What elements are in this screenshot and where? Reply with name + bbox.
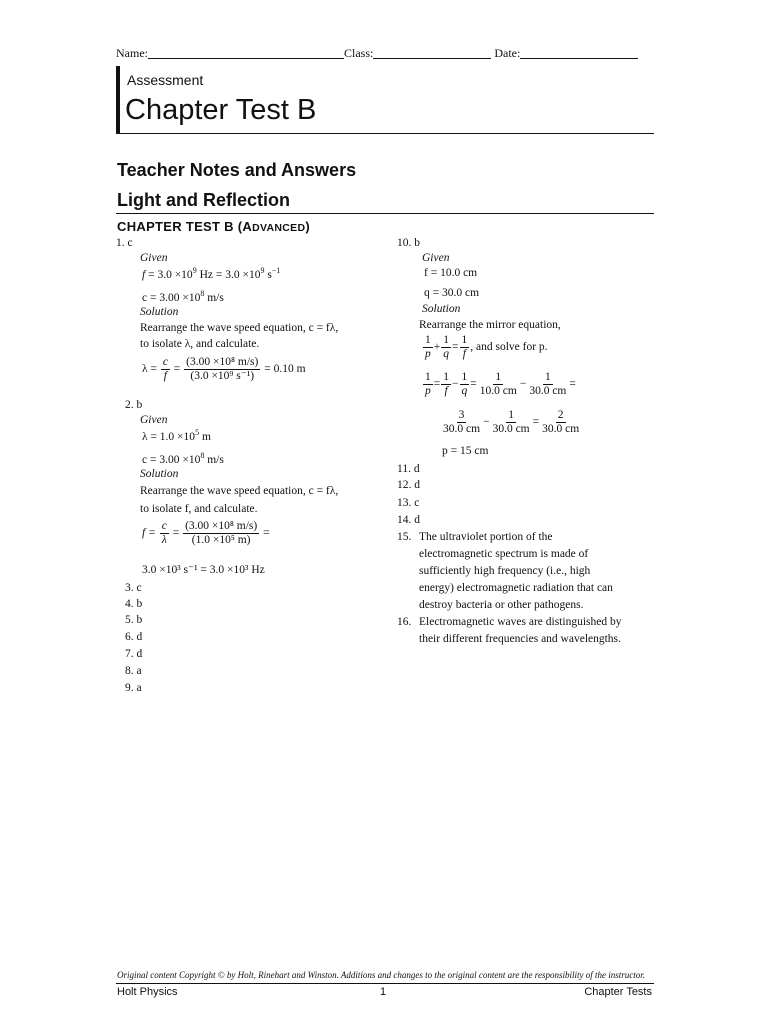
name-label: Name: — [116, 46, 148, 60]
answer-15-line-4: energy) electromagnetic radiation that can — [419, 582, 613, 594]
q2-result: 3.0 ×10³ s⁻¹ = 3.0 ×10³ Hz — [142, 564, 265, 576]
answer-13: 13. c — [397, 497, 420, 509]
name-blank[interactable] — [148, 46, 344, 59]
q1-given-speed: $c = 3.00 \times 10^8$ m/s — [142, 289, 224, 304]
q2-step-2: to isolate f, and calculate. — [140, 503, 258, 515]
q10-rearranged: $\frac{1}{p}$ = $\frac{1}{f}$ − $\frac{1}{q}$ = $\frac{1}{10.0 cm}$ − $\frac{1}{30.0 cm}$ = — [425, 371, 576, 397]
topic-divider — [116, 213, 654, 214]
section-heading: CHAPTER TEST B (ADVANCED) — [117, 219, 310, 234]
q2-given-speed: $c = 3.00 \times 10^8$ m/s — [142, 451, 224, 466]
date-label: Date: — [494, 46, 521, 60]
title-divider — [116, 133, 654, 134]
solution-label: Solution — [140, 306, 179, 318]
page-number: 1 — [380, 986, 387, 998]
title-bar — [116, 66, 120, 134]
answer-6: 6. d — [125, 631, 143, 643]
class-label: Class: — [344, 46, 374, 60]
answer-16-line-2: their different frequencies and wavelengths. — [419, 633, 621, 645]
q10-given-image: q = 30.0 cm — [424, 287, 480, 299]
answer-16-line-1: Electromagnetic waves are distinguished by — [419, 616, 622, 628]
answer-9: 9. a — [125, 682, 142, 694]
q10-step-1: Rearrange the mirror equation, — [419, 319, 561, 331]
footer-divider — [116, 983, 654, 984]
given-label: Given — [140, 414, 168, 426]
q2-given-wavelength: $\lambda = 1.0 \times 10^5$ m — [142, 428, 211, 443]
copyright-notice: Original content Copyright © by Holt, Rinehart and Winston. Additions and changes to the original content are the responsibility of the instructor. — [117, 970, 645, 980]
answer-15-line-5: destroy bacteria or other pathogens. — [419, 599, 584, 611]
answer-14: 14. d — [397, 514, 420, 526]
given-label: Given — [422, 252, 450, 264]
q1-given-frequency: $f = 3.0 \times 10^9$ $Hz = 3.0 \times 10^9$ $s^{-1}$ — [142, 266, 281, 281]
answer-15-line-1: The ultraviolet portion of the — [419, 531, 553, 543]
answer-15-line-2: electromagnetic spectrum is made of — [419, 548, 589, 560]
answer-15-line-3: sufficiently high frequency (i.e., high — [419, 565, 591, 577]
notes-heading: Teacher Notes and Answers — [117, 160, 357, 180]
date-blank[interactable] — [520, 46, 638, 59]
solution-label: Solution — [422, 303, 461, 315]
given-label: Given — [140, 252, 168, 264]
class-blank[interactable] — [373, 46, 491, 59]
answer-11: 11. d — [397, 463, 420, 475]
footer-right: Chapter Tests — [584, 986, 652, 998]
answer-4: 4. b — [125, 598, 143, 610]
q1-step-2: to isolate λ, and calculate. — [140, 338, 260, 350]
q1-equation: λ = $\frac{c}{f}$ = $\frac{\text{(3.00 ×10⁸ m/s)}}{\text{(3.0 ×10⁹ s⁻¹)}}$ = 0.10 m — [142, 356, 306, 382]
page-title: Chapter Test B — [125, 94, 317, 126]
answer-15-number: 15. — [397, 531, 412, 543]
answer-7: 7. d — [125, 648, 143, 660]
answer-2: 2. b — [125, 399, 143, 411]
answer-3: 3. c — [125, 582, 142, 594]
answer-1: 1. c — [116, 237, 133, 249]
assessment-kicker: Assessment — [127, 72, 204, 88]
q2-step-1: Rearrange the wave speed equation, c = fλ, — [140, 485, 339, 497]
q1-step-1: Rearrange the wave speed equation, c = fλ, — [140, 322, 339, 334]
answer-8: 8. a — [125, 665, 142, 677]
answer-5: 5. b — [125, 614, 143, 626]
q10-simplified: $\frac{3}{30.0 cm}$ − $\frac{1}{30.0 cm}$ = $\frac{2}{30.0 cm}$ — [443, 409, 580, 435]
q2-equation: f = $\frac{c}{\lambda}$ = $\frac{\text{(3.00 ×10⁸ m/s)}}{\text{(1.0 ×10⁵ m)}}$ = — [142, 520, 270, 546]
answer-10: 10. b — [397, 237, 420, 249]
q10-result: p = 15 cm — [442, 445, 489, 457]
footer-left: Holt Physics — [117, 986, 178, 998]
q10-given-focal: f = 10.0 cm — [424, 267, 478, 279]
topic-heading: Light and Reflection — [117, 190, 290, 210]
answer-16-number: 16. — [397, 616, 412, 628]
student-info-line — [116, 46, 656, 61]
solution-label: Solution — [140, 468, 179, 480]
q10-mirror-equation: $\frac{1}{p}$ + $\frac{1}{q}$ = $\frac{1}{f}$ , and solve for p. — [425, 334, 548, 360]
answer-12: 12. d — [397, 479, 420, 491]
